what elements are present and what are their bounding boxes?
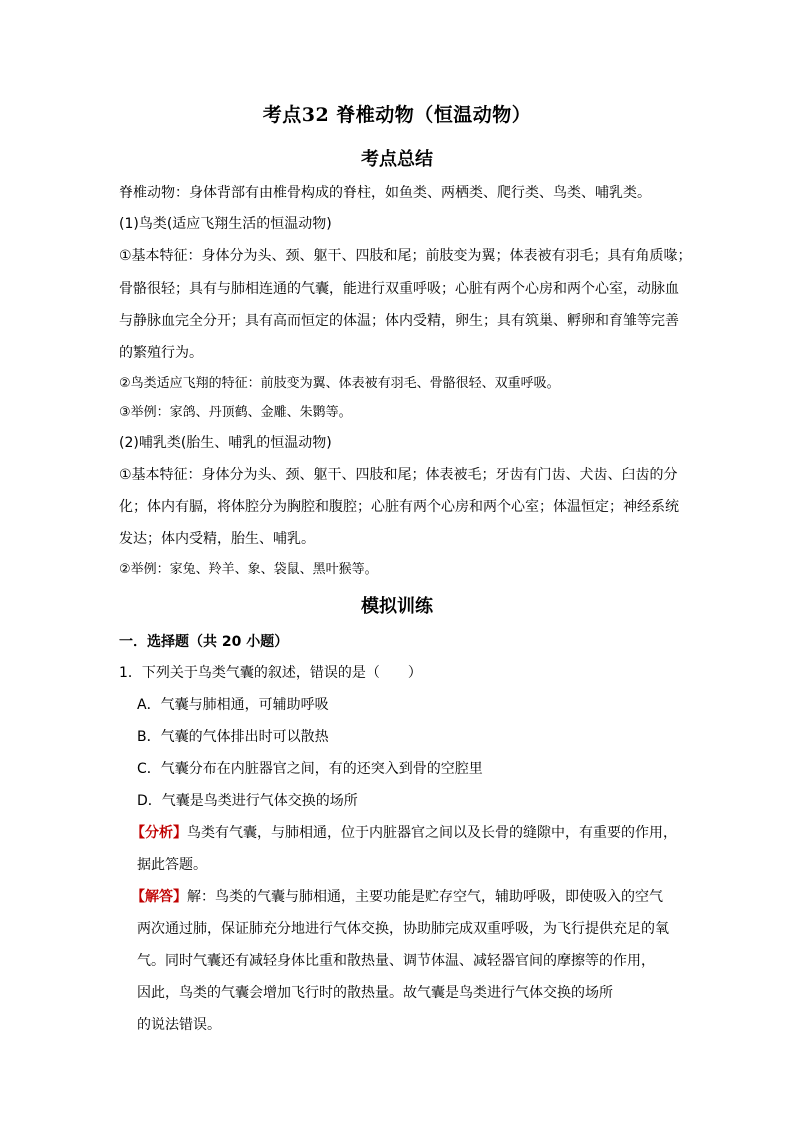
analysis-tag: 【分析】 xyxy=(131,825,187,841)
analysis-line-1 xyxy=(131,824,677,842)
page-title: 考点32 脊椎动物（恒温动物） xyxy=(262,104,532,126)
answer-line-4: 因此，鸟类的气囊会增加飞行时的散热量。故气囊是鸟类进行气体交换的场所 xyxy=(137,985,613,1001)
mammals-basic-line-3: 发达；体内受精，胎生、哺乳。 xyxy=(119,531,315,547)
analysis-text-1: 鸟类有气囊，与肺相通，位于内脏器官之间以及长骨的缝隙中，有重要的作用， xyxy=(187,825,677,841)
answer-tag: 【解答】 xyxy=(131,889,187,905)
mammals-basic-line-2: 化；体内有膈，将体腔分为胸腔和腹腔；心脏有两个心房和两个心室；体温恒定；神经系统 xyxy=(119,499,679,515)
option-a: A．气囊与肺相通，可辅助呼吸 xyxy=(137,697,329,713)
birds-basic-line-4: 的繁殖行为。 xyxy=(119,345,203,361)
birds-basic-line-2: 骨骼很轻；具有与肺相连通的气囊，能进行双重呼吸；心脏有两个心房和两个心室，动脉血 xyxy=(119,281,679,297)
summary-intro: 脊椎动物：身体背部有由椎骨构成的脊柱，如鱼类、两栖类、爬行类、鸟类、哺乳类。 xyxy=(119,185,651,201)
birds-adapt: ②鸟类适应飞翔的特征：前肢变为翼、体表被有羽毛、骨骼很轻、双重呼吸。 xyxy=(119,376,560,391)
birds-basic-line-3: 与静脉血完全分开；具有高而恒定的体温；体内受精，卵生；具有筑巢、孵卵和育雏等完善 xyxy=(119,313,679,329)
answer-line-3: 气。同时气囊还有减轻身体比重和散热量、调节体温、减轻器官间的摩擦等的作用， xyxy=(137,953,655,969)
option-b: B．气囊的气体排出时可以散热 xyxy=(137,729,329,745)
answer-line-2: 两次通过肺，保证肺充分地进行气体交换，协助肺完成双重呼吸，为飞行提供充足的氧 xyxy=(137,921,669,937)
answer-line-1 xyxy=(131,888,663,906)
mammals-heading: (2)哺乳类(胎生、哺乳的恒温动物) xyxy=(119,435,332,451)
answer-line-5: 的说法错误。 xyxy=(137,1017,221,1033)
option-c: C．气囊分布在内脏器官之间，有的还突入到骨的空腔里 xyxy=(137,761,483,777)
option-d: D．气囊是鸟类进行气体交换的场所 xyxy=(137,793,358,809)
summary-heading: 考点总结 xyxy=(361,149,433,170)
mammals-examples: ②举例：家兔、羚羊、象、袋鼠、黑叶猴等。 xyxy=(119,562,378,577)
section-heading: 一．选择题（共 20 小题） xyxy=(119,634,289,650)
answer-text-1: 解：鸟类的气囊与肺相通，主要功能是贮存空气，辅助呼吸，即使吸入的空气 xyxy=(187,889,663,905)
practice-title: 模拟训练 xyxy=(361,596,433,617)
question-1: 1．下列关于鸟类气囊的叙述，错误的是（ ） xyxy=(119,665,422,681)
analysis-line-2: 据此答题。 xyxy=(137,857,207,873)
birds-basic-line-1: ①基本特征：身体分为头、颈、躯干、四肢和尾；前肢变为翼；体表被有羽毛；具有角质喙； xyxy=(119,248,692,264)
birds-heading: (1)鸟类(适应飞翔生活的恒温动物) xyxy=(119,216,332,232)
mammals-basic-line-1: ①基本特征：身体分为头、颈、躯干、四肢和尾；体表被毛；牙齿有门齿、犬齿、臼齿的分 xyxy=(119,467,678,483)
birds-examples: ③举例：家鸽、丹顶鹤、金雕、朱鹮等。 xyxy=(119,405,352,420)
